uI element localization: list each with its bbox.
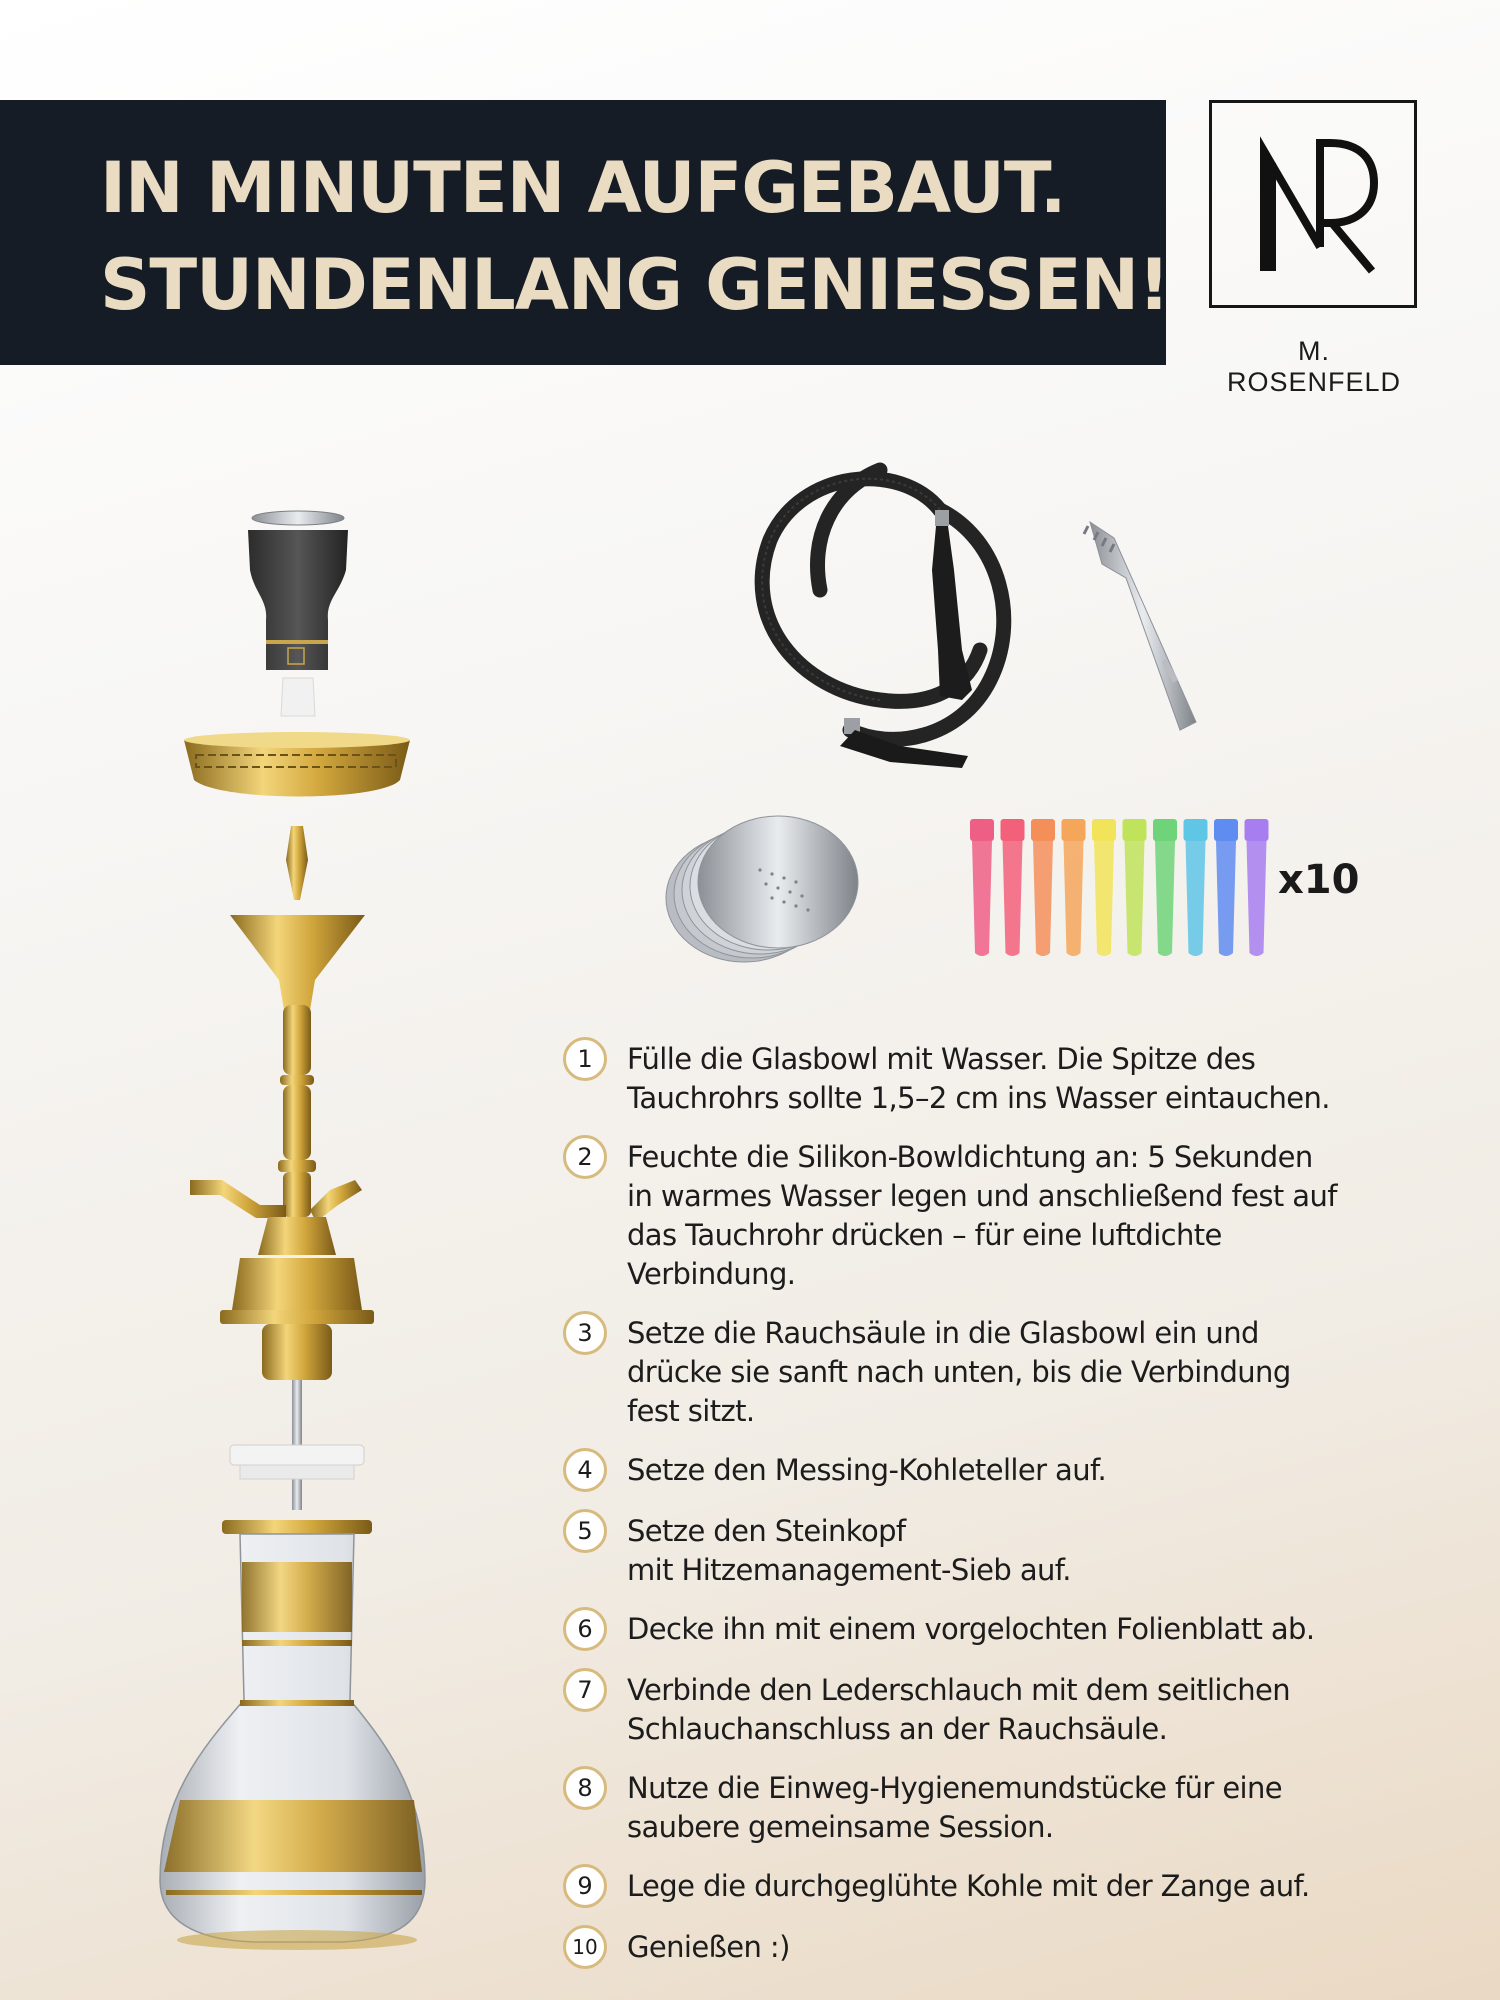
step-number-badge: 2: [563, 1135, 607, 1179]
step-item: [563, 1314, 1443, 1431]
step-number-badge: 1: [563, 1037, 607, 1081]
step-text: Verbinde den Lederschlauch mit dem seitlichen Schlauchanschluss an der Rauchsäule.: [627, 1673, 1291, 1746]
step-text: Setze den Steinkopf mit Hitzemanagement-Sieb auf.: [627, 1514, 1071, 1587]
step-item: [563, 1867, 1443, 1908]
mouthpiece-icon: [1123, 819, 1147, 956]
step-number-badge: 4: [563, 1448, 607, 1492]
step-item: [563, 1671, 1443, 1749]
nr-monogram-icon: [1212, 103, 1414, 305]
step-item: [563, 1610, 1443, 1651]
coal-tongs: [1080, 518, 1220, 738]
step-item: [563, 1040, 1443, 1118]
mouthpiece-icon: [1245, 819, 1269, 956]
mouthpiece-icon: [1184, 819, 1208, 956]
step-text: Decke ihn mit einem vorgelochten Folienblatt ab.: [627, 1612, 1315, 1646]
step-text: Fülle die Glasbowl mit Wasser. Die Spitze des Tauchrohrs sollte 1,5–2 cm ins Wasser eintauchen.: [627, 1042, 1330, 1115]
hookah-exploded-view: [140, 500, 460, 1960]
hygiene-mouthpieces: [962, 815, 1272, 965]
step-text: Feuchte die Silikon-Bowldichtung an: 5 Sekunden in warmes Wasser legen und anschließend fest auf das Tauchrohr drücken – für eine luftdichte Verbindung.: [627, 1140, 1337, 1291]
mouthpiece-icon: [1001, 819, 1025, 956]
foil-sheets: [660, 800, 880, 970]
step-number-badge: 8: [563, 1766, 607, 1810]
step-item: [563, 1138, 1443, 1294]
headline-line-2: STUNDENLANG GENIESSEN!: [100, 244, 1170, 326]
mouthpiece-icon: [1092, 819, 1116, 956]
silicone-seal: [230, 1445, 364, 1465]
mouthpiece-icon: [1062, 819, 1086, 956]
headline-line-1: IN MINUTEN AUFGEBAUT.: [100, 147, 1066, 229]
hookah-stem: [230, 915, 365, 1010]
step-item: [563, 1769, 1443, 1847]
brand-logo: [1209, 100, 1417, 308]
step-number-badge: 5: [563, 1509, 607, 1553]
brand-name: M. ROSENFELD: [1226, 336, 1402, 397]
step-item: [563, 1451, 1443, 1492]
coal-tray: [184, 740, 410, 797]
leather-hose: [740, 450, 1040, 780]
step-text: Setze die Rauchsäule in die Glasbowl ein und drücke sie sanft nach unten, bis die Verbindung fest sitzt.: [627, 1316, 1291, 1428]
mouthpiece-icon: [1214, 819, 1238, 956]
step-number-badge: 7: [563, 1668, 607, 1712]
step-number-badge: 9: [563, 1864, 607, 1908]
step-text: Nutze die Einweg-Hygienemundstücke für eine saubere gemeinsame Session.: [627, 1771, 1283, 1844]
mouthpiece-icon: [970, 819, 994, 956]
step-text: Setze den Messing-Kohleteller auf.: [627, 1453, 1107, 1487]
step-text: Genießen :): [627, 1930, 790, 1964]
mouthpiece-icon: [1031, 819, 1055, 956]
mouthpiece-icon: [1153, 819, 1177, 956]
mouthpiece-count: x10: [1278, 857, 1360, 903]
headline: [100, 140, 1169, 334]
step-number-badge: 3: [563, 1311, 607, 1355]
step-item: [563, 1512, 1443, 1590]
step-text: Lege die durchgeglühte Kohle mit der Zange auf.: [627, 1869, 1310, 1903]
heat-sieve: [252, 511, 344, 525]
step-item: [563, 1928, 1443, 1969]
step-number-badge: 6: [563, 1607, 607, 1651]
step-number-badge: 10: [563, 1925, 607, 1969]
assembly-steps: [563, 1040, 1443, 1989]
stone-bowl: [248, 530, 348, 670]
